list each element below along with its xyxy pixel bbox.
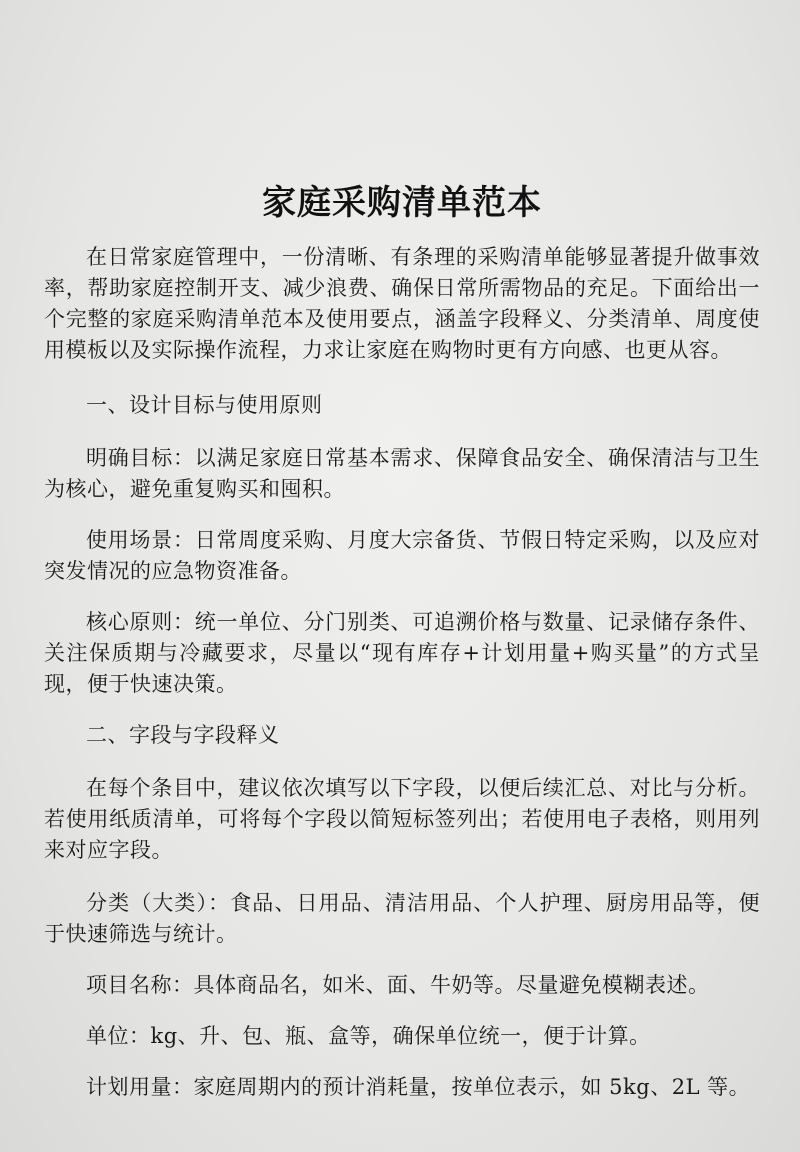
page-title: 家庭采购清单范本 xyxy=(262,183,542,223)
category-field-paragraph: 分类（大类）：食品、日用品、清洁用品、个人护理、厨房用品等，便于快速筛选与统计。 xyxy=(44,891,760,946)
scene-paragraph: 使用场景：日常周度采购、月度大宗备货、节假日特定采购，以及应对突发情况的应急物资准备。 xyxy=(44,528,760,583)
core-principles-paragraph: 核心原则：统一单位、分门别类、可追溯价格与数量、记录储存条件、关注保质期与冷藏要求，尽量以“现有库存+计划用量+购买量”的方式呈现，便于快速决策。 xyxy=(44,610,760,696)
planned-usage-field-paragraph: 计划用量：家庭周期内的预计消耗量，按单位表示，如 5kg、2L 等。 xyxy=(86,1075,751,1099)
intro-paragraph: 在日常家庭管理中，一份清晰、有条理的采购清单能够显著提升做事效率，帮助家庭控制开支、减少浪费、确保日常所需物品的充足。下面给出一个完整的家庭采购清单范本及使用要点，涵盖字段释义、分类清单、周度使用模板以及实际操作流程，力求让家庭在购物时更有方向感、也更从容。 xyxy=(44,245,760,362)
goal-paragraph: 明确目标：以满足家庭日常基本需求、保障食品安全、确保清洁与卫生为核心，避免重复购买和囤积。 xyxy=(44,446,760,501)
section-heading-fields: 二、字段与字段释义 xyxy=(86,723,280,747)
fields-intro-paragraph: 在每个条目中，建议依次填写以下字段，以便后续汇总、对比与分析。若使用纸质清单，可将每个字段以简短标签列出；若使用电子表格，则用列来对应字段。 xyxy=(44,776,760,862)
section-heading-design-goals: 一、设计目标与使用原则 xyxy=(86,393,323,417)
unit-field-paragraph: 单位：kg、升、包、瓶、盒等，确保单位统一，便于计算。 xyxy=(86,1024,651,1048)
item-name-field-paragraph: 项目名称：具体商品名，如米、面、牛奶等。尽量避免模糊表述。 xyxy=(86,973,710,997)
